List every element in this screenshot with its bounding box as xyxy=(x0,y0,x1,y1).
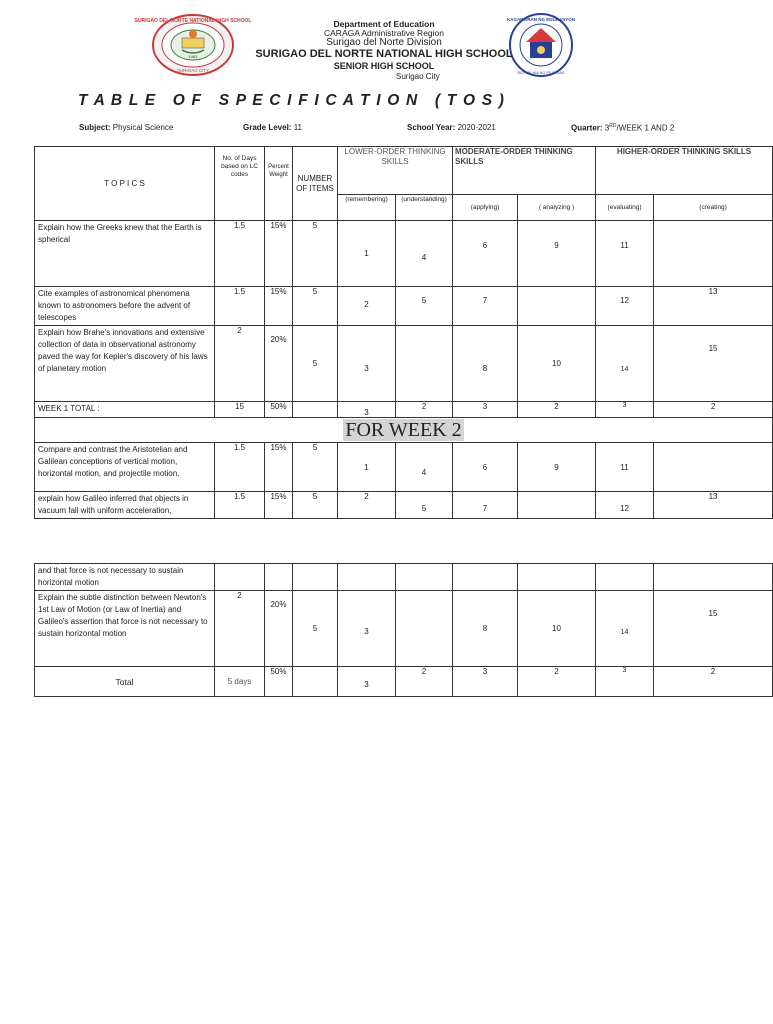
subject-value: Physical Science xyxy=(112,123,174,132)
understanding-cell: 4 xyxy=(396,443,453,492)
dept-name: Department of Education xyxy=(333,19,435,29)
days-cell: 1.5 xyxy=(215,287,265,326)
applying-cell: 7 xyxy=(453,492,518,519)
understanding-cell: 4 xyxy=(396,221,453,287)
document-title: T A B L E O F S P E C I F I C A T I O N ( T O S ) xyxy=(78,92,506,109)
days-cell: 15 xyxy=(215,402,265,418)
remembering-header: (remembering) xyxy=(338,195,396,221)
applying-cell: 6 xyxy=(453,443,518,492)
understanding-cell xyxy=(396,591,453,667)
tos-table xyxy=(34,146,773,519)
empty-cell xyxy=(338,564,396,591)
grade-value: 11 xyxy=(293,123,303,132)
percent-cell: 50% xyxy=(265,667,293,697)
remembering-cell: 1 xyxy=(338,221,396,287)
percent-cell: 20% xyxy=(265,326,293,402)
understanding-header: (understanding) xyxy=(396,195,453,221)
total-label: Total xyxy=(35,667,215,697)
applying-header: (applying) xyxy=(453,195,518,221)
analyzing-cell: 2 xyxy=(518,402,596,418)
understanding-cell xyxy=(396,326,453,402)
table-row xyxy=(35,564,773,591)
table-row xyxy=(35,492,773,519)
remembering-cell: 3 xyxy=(338,591,396,667)
topic-cell: Explain how the Greeks knew that the Earth is spherical xyxy=(35,221,215,287)
creating-cell: 13 xyxy=(654,287,773,326)
creating-cell: 15 xyxy=(654,326,773,402)
empty-cell xyxy=(396,564,453,591)
analyzing-cell: 10 xyxy=(518,591,596,667)
items-cell: 5 xyxy=(293,221,338,287)
understanding-cell: 2 xyxy=(396,667,453,697)
table-row xyxy=(35,221,773,287)
applying-cell: 7 xyxy=(453,287,518,326)
grade-meta xyxy=(243,123,302,132)
empty-cell xyxy=(453,564,518,591)
table-row xyxy=(35,326,773,402)
school-city: Surigao City xyxy=(396,72,440,81)
remembering-cell: 3 xyxy=(338,326,396,402)
items-cell: 5 xyxy=(293,492,338,519)
understanding-cell: 2 xyxy=(396,402,453,418)
analyzing-cell: 9 xyxy=(518,443,596,492)
subject-meta xyxy=(79,123,173,132)
week2-banner-row xyxy=(35,418,773,443)
items-header: NUMBER OF ITEMS xyxy=(293,147,338,221)
analyzing-cell xyxy=(518,287,596,326)
tos-table-continued xyxy=(34,563,773,697)
lower-order-header: LOWER-ORDER THINKING SKILLS xyxy=(338,147,453,195)
applying-cell: 6 xyxy=(453,221,518,287)
days-cell: 2 xyxy=(215,326,265,402)
empty-cell xyxy=(654,564,773,591)
remembering-cell: 3 xyxy=(338,402,396,418)
logo-left-text: SURIGAO DEL NORTE NATIONAL HIGH SCHOOL xyxy=(134,18,252,24)
items-cell xyxy=(293,402,338,418)
school-level: SENIOR HIGH SCHOOL xyxy=(333,61,435,71)
quarter-sup: RD xyxy=(609,123,617,129)
evaluating-cell: 14 xyxy=(596,326,654,402)
empty-cell xyxy=(596,564,654,591)
logo-left-year: 1963 xyxy=(188,54,198,59)
remembering-cell: 3 xyxy=(338,667,396,697)
creating-cell: 2 xyxy=(654,667,773,697)
logo-left-bottom: SURIGAO CITY xyxy=(176,68,210,73)
remembering-cell: 2 xyxy=(338,287,396,326)
items-cell: 5 xyxy=(293,591,338,667)
evaluating-cell: 14 xyxy=(596,591,654,667)
creating-cell: 15 xyxy=(654,591,773,667)
analyzing-cell: 2 xyxy=(518,667,596,697)
days-header: No. of Days based on LC codes xyxy=(215,147,265,221)
table-row xyxy=(35,443,773,492)
applying-cell: 8 xyxy=(453,326,518,402)
division-name: Surigao del Norte Division xyxy=(326,37,442,48)
quarter-meta xyxy=(571,123,674,133)
topic-cell: explain how Galileo inferred that objects in vacuum fall with uniform acceleration, xyxy=(35,492,215,519)
total-label: WEEK 1 TOTAL : xyxy=(35,402,215,418)
applying-cell: 3 xyxy=(453,402,518,418)
days-cell: 1.5 xyxy=(215,492,265,519)
quarter-rest: /WEEK 1 AND 2 xyxy=(616,123,675,133)
days-cell: 5 days xyxy=(215,667,265,697)
evaluating-cell: 11 xyxy=(596,443,654,492)
applying-cell: 3 xyxy=(453,667,518,697)
percent-cell: 50% xyxy=(265,402,293,418)
items-cell xyxy=(293,667,338,697)
week2-banner xyxy=(35,418,773,443)
higher-order-header: HIGHER-ORDER THINKING SKILLS xyxy=(596,147,773,195)
days-cell: 1.5 xyxy=(215,221,265,287)
evaluating-cell: 11 xyxy=(596,221,654,287)
year-value: 2020-2021 xyxy=(457,123,496,132)
percent-cell: 20% xyxy=(265,591,293,667)
remembering-cell: 2 xyxy=(338,492,396,519)
moderate-order-header: MODERATE-ORDER THINKING SKILLS xyxy=(453,147,596,195)
remembering-cell: 1 xyxy=(338,443,396,492)
items-cell: 5 xyxy=(293,287,338,326)
empty-cell xyxy=(518,564,596,591)
logo-right-bottom: REPUBLIKA NG PILIPINAS xyxy=(517,71,565,75)
header-row-1 xyxy=(35,147,773,195)
week1-total-row xyxy=(35,402,773,418)
evaluating-cell: 3 xyxy=(596,402,654,418)
understanding-cell: 5 xyxy=(396,492,453,519)
quarter-label: Quarter: xyxy=(571,123,603,133)
analyzing-header: ( analyzing ) xyxy=(518,195,596,221)
grade-label: Grade Level: xyxy=(243,123,292,132)
percent-cell: 15% xyxy=(265,287,293,326)
week2-label: FOR WEEK 2 xyxy=(345,418,462,441)
topic-cell: and that force is not necessary to sustain horizontal motion xyxy=(35,564,215,591)
topic-cell: Explain the subtle distinction between Newton's 1st Law of Motion (or Law of Inertia) and Galileo's assertion that force is not necessary to sustain horizontal motion xyxy=(35,591,215,667)
topic-cell: Explain how Brahe's innovations and extensive collection of data in observational astronomy paved the way for Kepler's discovery of his laws of planetary motion xyxy=(35,326,215,402)
creating-cell xyxy=(654,221,773,287)
applying-cell: 8 xyxy=(453,591,518,667)
analyzing-cell xyxy=(518,492,596,519)
topic-cell: Compare and contrast the Aristotelian and Galilean conceptions of vertical motion, horizontal motion, and projectile motion. xyxy=(35,443,215,492)
subject-label: Subject: xyxy=(79,123,111,132)
percent-cell: 15% xyxy=(265,443,293,492)
creating-header: (creating) xyxy=(654,195,773,221)
empty-cell xyxy=(215,564,265,591)
creating-cell: 2 xyxy=(654,402,773,418)
evaluating-header: (evaluating) xyxy=(596,195,654,221)
year-meta xyxy=(407,123,496,132)
year-label: School Year: xyxy=(407,123,456,132)
evaluating-cell: 12 xyxy=(596,492,654,519)
items-cell: 5 xyxy=(293,326,338,402)
table-row xyxy=(35,287,773,326)
percent-header: Percent Weight xyxy=(265,147,293,221)
empty-cell xyxy=(265,564,293,591)
analyzing-cell: 9 xyxy=(518,221,596,287)
percent-cell: 15% xyxy=(265,492,293,519)
quarter-num: 3 xyxy=(604,123,610,133)
percent-cell: 15% xyxy=(265,221,293,287)
total-row xyxy=(35,667,773,697)
table-row xyxy=(35,591,773,667)
days-cell: 2 xyxy=(215,591,265,667)
creating-cell xyxy=(654,443,773,492)
evaluating-cell: 12 xyxy=(596,287,654,326)
creating-cell: 13 xyxy=(654,492,773,519)
topics-header: T O P I C S xyxy=(35,147,215,221)
analyzing-cell: 10 xyxy=(518,326,596,402)
school-name: SURIGAO DEL NORTE NATIONAL HIGH SCHOOL xyxy=(255,48,513,60)
empty-cell xyxy=(293,564,338,591)
days-cell: 1.5 xyxy=(215,443,265,492)
logo-right-text: KAGAWARAN NG EDUKASYON xyxy=(506,17,576,22)
evaluating-cell: 3 xyxy=(596,667,654,697)
region-name: CARAGA Administrative Region xyxy=(324,28,444,38)
understanding-cell: 5 xyxy=(396,287,453,326)
items-cell: 5 xyxy=(293,443,338,492)
topic-cell: Cite examples of astronomical phenomena known to astronomers before the advent of telescopes xyxy=(35,287,215,326)
